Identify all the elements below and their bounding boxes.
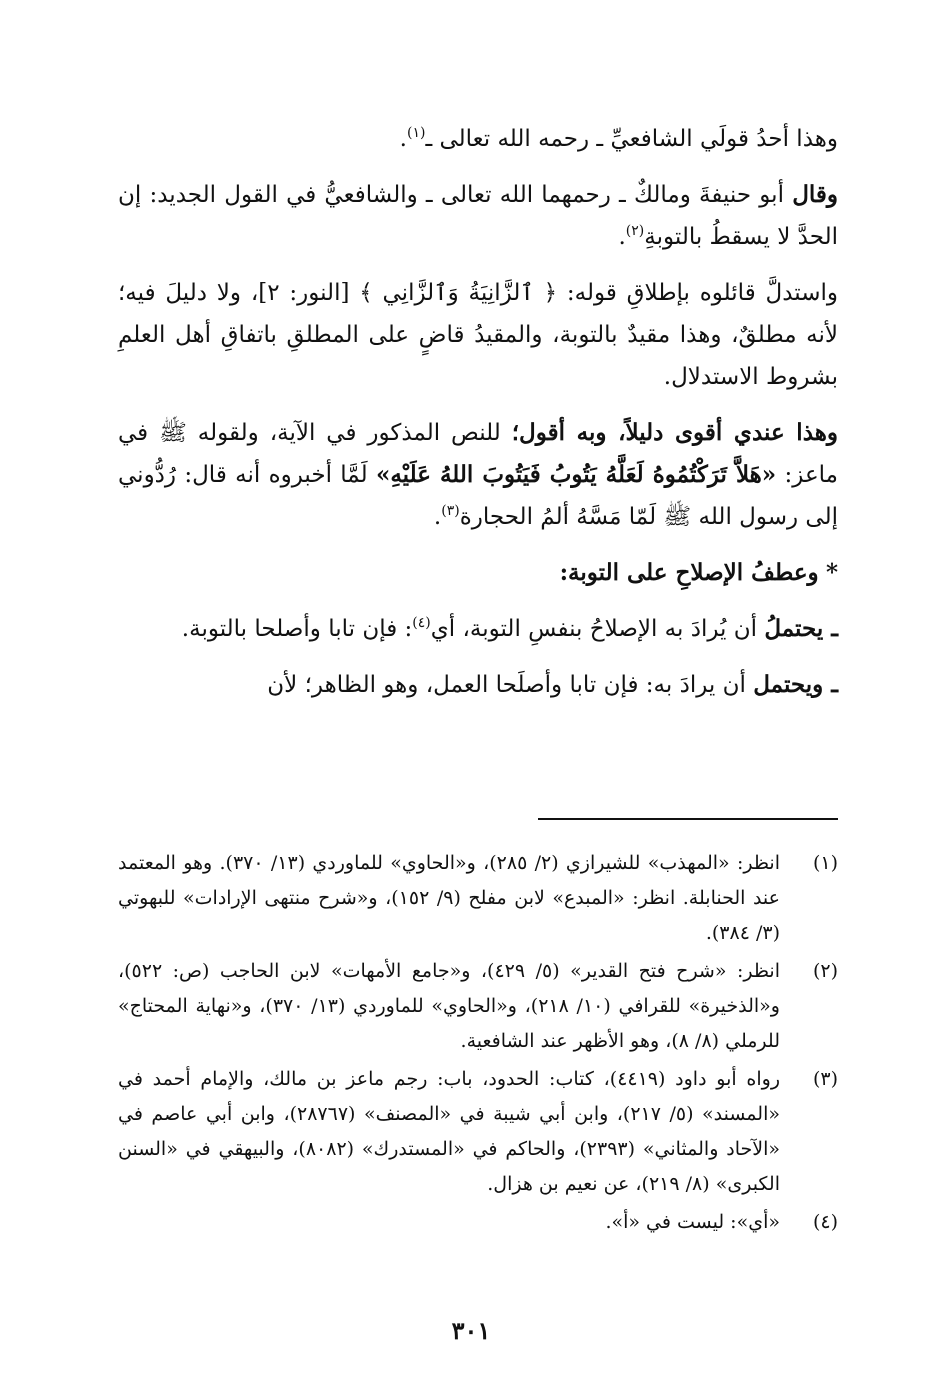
paragraph-7 (118, 664, 838, 706)
paragraph-tail: . (618, 224, 626, 250)
star-bullet: * (825, 559, 838, 586)
paragraph-lead: وعطفُ الإصلاحِ على التوبة: (559, 559, 819, 586)
paragraph-text: لَمَّا أخبروه أنه قال: رُدُّوني إلى رسول الله ﷺ لَمّا مَسَّهُ ألمُ الحجارة (118, 462, 838, 530)
paragraph-lead: ـ يحتملُ (764, 615, 838, 642)
footnote-number: (٣) (812, 1068, 838, 1090)
paragraph-6 (118, 608, 838, 650)
paragraph-tail: . (433, 504, 442, 530)
paragraph-lead: ـ ويحتمل (753, 671, 838, 698)
footnote-ref[interactable]: (١) (406, 125, 426, 141)
footnote (118, 954, 838, 1059)
footnote-text: انظر: «المهذب» للشيرازي (٢/ ٢٨٥)، و«الحاوي» للماوردي (١٣/ ٣٧٠). وهو المعتمد عند الحنابلة. انظر: «المبدع» لابن مفلح (٩/ ١٥٢)، و«شرح منتهى الإرادات» للبهوتي (٣/ ٣٨٤). (118, 852, 781, 944)
paragraph-4 (118, 412, 838, 538)
paragraph-text: أن يُرادَ به الإصلاحُ بنفسِ التوبة، أي (430, 616, 758, 642)
footnote-number: (٢) (812, 960, 838, 982)
paragraph-text: وهذا أحدُ قولَي الشافعيِّ ـ رحمه الله تعالى ـ (425, 126, 838, 152)
footnote (118, 846, 838, 951)
hadith-quote: «هَلاَّ تَرَكْتُمُوهُ لَعَلَّهُ يَتُوبُ فَيَتُوبَ اللهُ عَلَيْهِ» (375, 461, 777, 488)
paragraph-tail: . (399, 126, 407, 152)
footnote-ref[interactable]: (٣) (441, 503, 460, 519)
page-number: ٣٠١ (451, 1316, 491, 1345)
footnote-number: (٤) (812, 1211, 838, 1233)
paragraph-text: واستدلَّ قائلوه بإطلاقِ قوله: ﴿ ٱلزَّانِيَةُ وَٱلزَّانِي ﴾ [النور: ٢]، ولا دليلَ فيه؛ لأنه مطلقٌ، وهذا مقيدٌ بالتوبة، والمقيدُ قاضٍ على المطلقِ باتفاقِ أهل العلمِ بشروط الاستدلال. (118, 280, 838, 390)
footnote-number: (١) (812, 852, 838, 874)
footnote-ref[interactable]: (٢) (625, 223, 645, 239)
footnote (118, 1205, 838, 1240)
footnote-text: رواه أبو داود (٤٤١٩)، كتاب: الحدود، باب: رجم ماعز بن مالك، والإمام أحمد في «المسند» (٥/ ٢١٧)، وابن أبي شيبة في «المصنف» (٢٨٧٦٧)، وابن أبي عاصم في «الآحاد والمثاني» (٢٣٩٣)، والحاكم في «المستدرك» (٨٠٨٢)، والبيهقي في «السنن الكبرى» (٨/ ٢١٩)، عن نعيم بن هزال. (118, 1068, 780, 1195)
paragraph-3 (118, 272, 838, 398)
paragraph-1 (118, 118, 838, 160)
paragraph-lead: وقال (792, 181, 839, 208)
footnote (118, 1062, 838, 1202)
footnote-text: «أي»: ليست في «أ». (605, 1211, 780, 1233)
paragraph-lead: وهذا عندي أقوى دليلاً، وبه أقول؛ (511, 419, 838, 446)
paragraph-text: أن يرادَ به: فإن تابا وأصلَحا العمل، وهو الظاهر؛ لأن (267, 672, 746, 698)
paragraph-2 (118, 174, 838, 258)
footnote-text: انظر: «شرح فتح القدير» (٥/ ٤٢٩)، و«جامع الأمهات» لابن الحاجب (ص: ٥٢٢)، و«الذخيرة» للقرافي (١٠/ ٢١٨)، و«الحاوي» للماوردي (١٣/ ٣٧٠)، و«نهاية المحتاج» للرملي (٨/ ٨)، وهو الأظهر عند الشافعية. (118, 960, 780, 1052)
paragraph-text: أبو حنيفةَ ومالكٌ ـ رحمهما الله تعالى ـ والشافعيُّ في القول الجديد: إن الحدَّ لا يسقطُ بالتوبةِ (118, 182, 838, 250)
paragraph-tail: : فإن تابا وأصلحا بالتوبة. (181, 616, 413, 642)
main-text (118, 118, 838, 720)
footnotes (118, 846, 838, 1243)
paragraph-text: للنص المذكور في الآية، ولقوله ﷺ في ماعز: (118, 420, 838, 488)
footnote-ref[interactable]: (٤) (412, 615, 431, 631)
paragraph-5 (118, 552, 838, 594)
footnote-divider (538, 818, 838, 820)
